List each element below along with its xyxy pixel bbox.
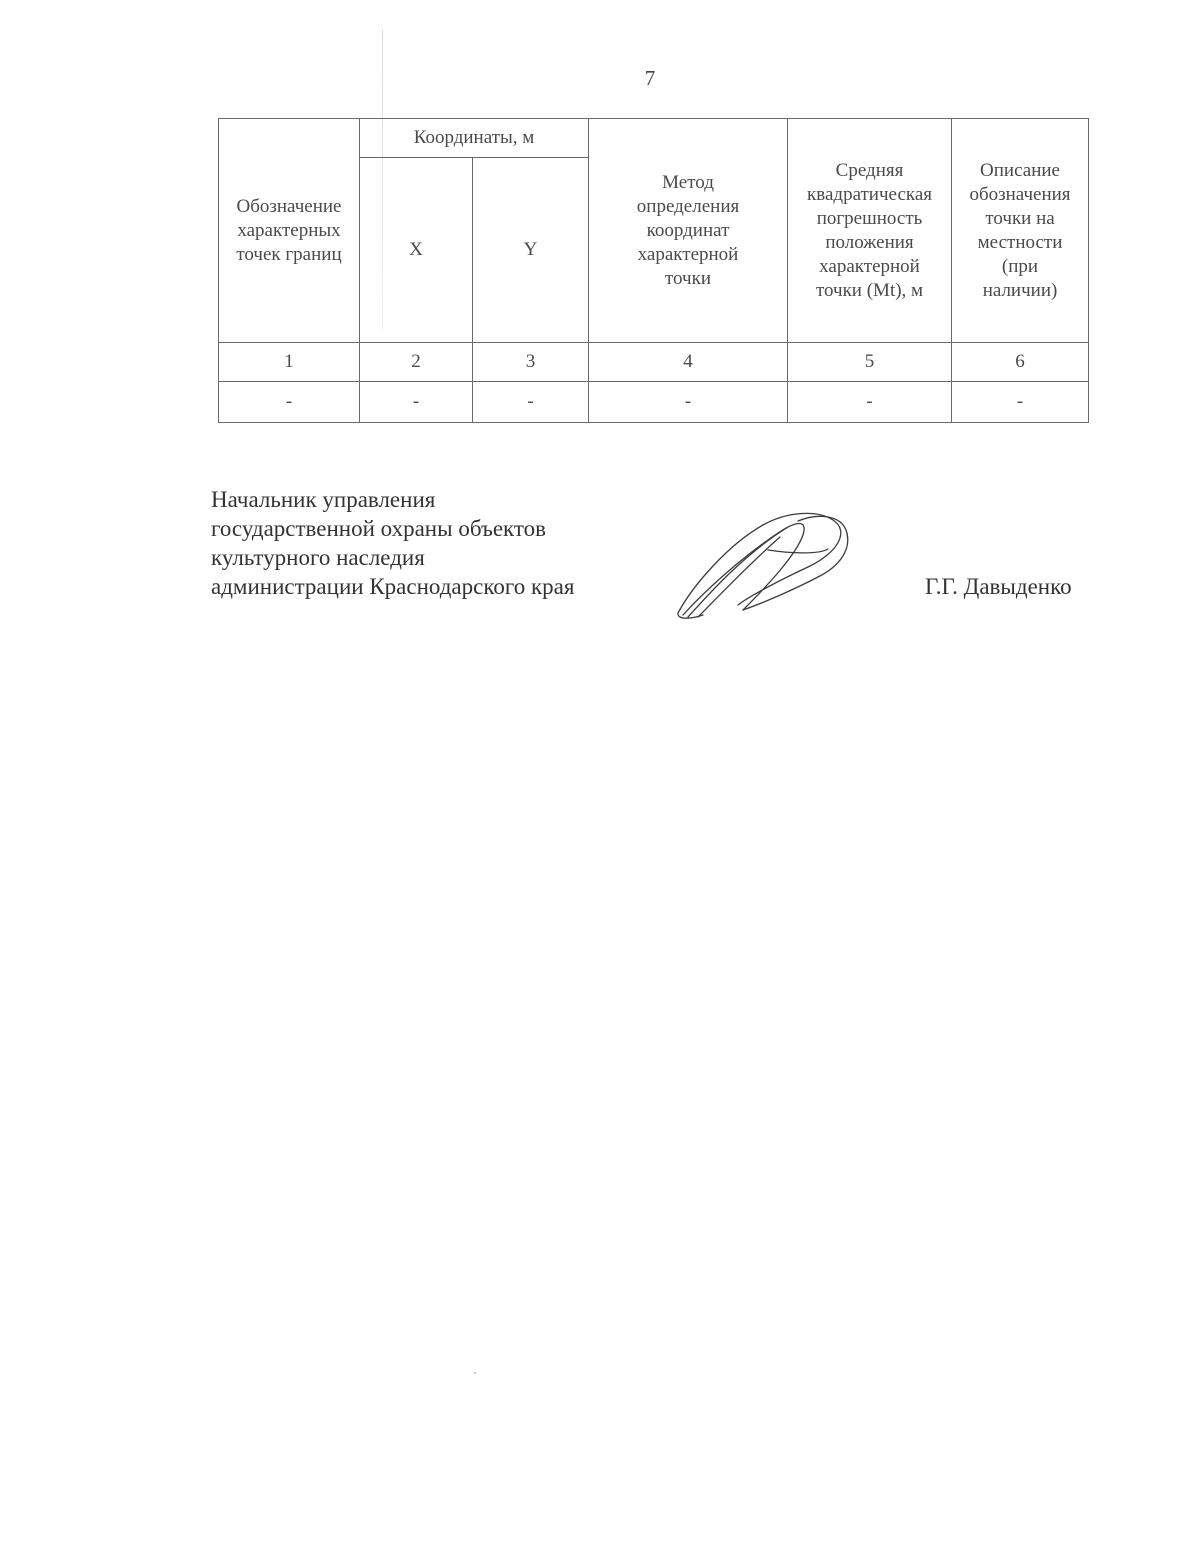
header-text-line: Метод <box>662 171 714 193</box>
header-text-line: точки <box>665 267 712 289</box>
header-text-line: обозначения <box>969 183 1071 205</box>
header-mean-square-error <box>788 119 952 343</box>
header-text-line: Обозначение <box>236 195 342 217</box>
header-text-line: характерной <box>819 255 920 277</box>
header-text-line: характерной <box>637 243 739 265</box>
table-cell: - <box>788 382 952 423</box>
table-cell: - <box>952 382 1089 423</box>
header-text-line: (при <box>1001 255 1039 277</box>
header-text-line: точек границ <box>236 243 342 265</box>
header-coordinates: Координаты, м <box>360 119 589 158</box>
header-text-line: Описание <box>980 159 1060 181</box>
position-line: государственной охраны объектов <box>211 516 547 541</box>
header-text-line: погрешность <box>816 207 923 229</box>
table-cell: - <box>589 382 788 423</box>
column-number: 5 <box>788 343 952 382</box>
header-text-line: наличии) <box>982 279 1058 301</box>
column-number-row <box>219 343 1089 382</box>
column-number: 6 <box>952 343 1089 382</box>
header-x: X <box>360 158 473 343</box>
boundary-points-table <box>218 118 1089 423</box>
table-cell: - <box>219 382 360 423</box>
header-text-line: положения <box>825 231 914 253</box>
header-text-line: Средняя <box>835 159 904 181</box>
page-number: 7 <box>644 66 656 90</box>
header-text-line: характерных <box>237 219 341 241</box>
table-row <box>219 382 1089 423</box>
column-number: 4 <box>589 343 788 382</box>
header-point-designation <box>219 119 360 343</box>
header-text-line: точки на <box>985 207 1055 229</box>
header-text-line: точки (Mt), м <box>815 279 924 301</box>
table-cell: - <box>473 382 589 423</box>
signer-name: Г.Г. Давыденко <box>925 574 1072 599</box>
header-point-description <box>952 119 1089 343</box>
header-text-line: определения <box>636 195 740 217</box>
column-number: 3 <box>473 343 589 382</box>
handwritten-signature <box>668 505 863 625</box>
column-number: 2 <box>360 343 473 382</box>
scan-speck <box>474 1372 476 1374</box>
table-cell: - <box>360 382 473 423</box>
signatory-position <box>211 485 574 601</box>
position-line: Начальник управления <box>211 487 436 512</box>
header-text-line: местности <box>977 231 1063 253</box>
header-method <box>589 119 788 343</box>
header-text-line: координат <box>646 219 730 241</box>
header-text-line: квадратическая <box>807 183 932 205</box>
header-y: Y <box>473 158 589 343</box>
position-line: культурного наследия <box>211 545 425 570</box>
column-number: 1 <box>219 343 360 382</box>
position-line: администрации Краснодарского края <box>211 574 575 599</box>
